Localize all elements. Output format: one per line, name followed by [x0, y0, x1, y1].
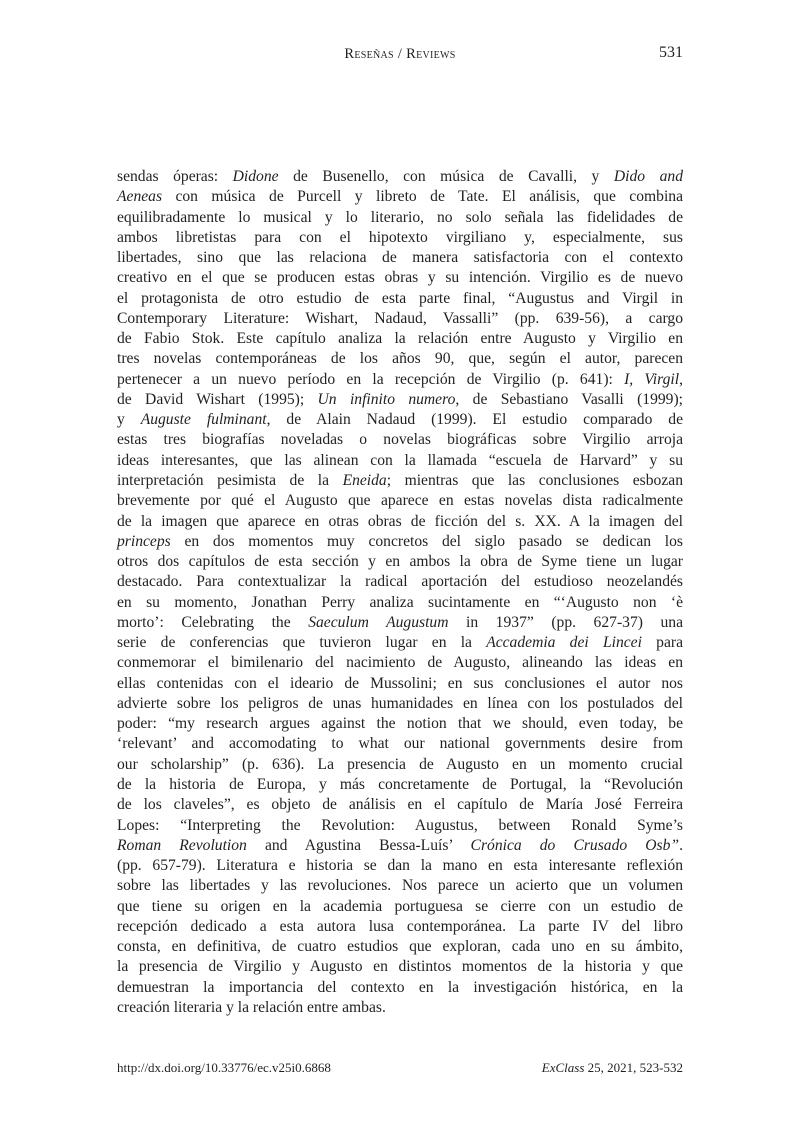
text-segment: , de Sebastiano Vasalli (1999); — [455, 390, 683, 408]
text-segment: interpretación pesimista de la — [117, 471, 343, 489]
text-line — [117, 856, 683, 876]
page-footer — [117, 1060, 683, 1080]
text-segment: estas tres biografías noveladas o novelas biográficas sobre Virgilio arroja — [117, 431, 683, 449]
running-header — [0, 44, 800, 68]
text-segment: de los claveles”, es objeto de análisis en el capítulo de María José Ferreira — [117, 796, 683, 814]
text-line — [117, 410, 683, 430]
text-line — [117, 795, 683, 815]
italic-title: Auguste fulminant — [140, 411, 267, 429]
text-line — [117, 917, 683, 937]
text-segment: tres novelas contemporáneas de los años 90, que, según el autor, parecen — [117, 350, 683, 368]
italic-title: I, Virgil — [624, 370, 680, 388]
text-line — [117, 593, 683, 613]
italic-title: Crónica do Crusado Osb” — [470, 836, 680, 854]
text-line — [117, 167, 683, 187]
italic-title: Didone — [232, 168, 279, 185]
text-line — [117, 633, 683, 653]
text-segment: advierte sobre los peligros de unas humanidades en línea con los postulados del — [117, 694, 683, 712]
text-line — [117, 978, 683, 998]
italic-title: Aeneas — [117, 188, 163, 206]
italic-title: Eneida — [342, 471, 387, 489]
text-line — [117, 775, 683, 795]
text-line — [117, 674, 683, 694]
text-segment: de la imagen que aparece en otras obras de ficción del s. XX. A la imagen del — [117, 512, 683, 530]
text-segment: ellas contenidas con el ideario de Mussolini; en sus conclusiones el autor nos — [117, 674, 683, 692]
text-line — [117, 714, 683, 734]
text-line — [117, 451, 683, 471]
text-line — [117, 390, 683, 410]
text-segment: serie de conferencias que tuvieron lugar en la — [117, 634, 487, 652]
journal-name: ExClass — [541, 1060, 585, 1075]
review-body-text — [117, 167, 683, 1018]
text-segment: poder: “my research argues against the notion that we should, even today, be — [117, 715, 683, 733]
text-line — [117, 512, 683, 532]
text-line — [117, 268, 683, 288]
text-segment: de David Wishart (1995); — [117, 390, 318, 408]
text-segment: creativo en el que se producen estas obras y su intención. Virgilio es de nuevo — [117, 269, 683, 287]
text-segment: con música de Purcell y libreto de Tate. El análisis, que combina — [162, 188, 683, 206]
text-segment: en dos momentos muy concretos del siglo pasado se dedican los — [170, 532, 683, 550]
text-segment: creación literaria y la relación entre ambas. — [117, 998, 386, 1016]
italic-title: Un infinito numero — [317, 390, 456, 408]
text-line — [117, 816, 683, 836]
text-line — [117, 653, 683, 673]
text-segment: (pp. 657-79). Literatura e historia se dan la mano en esta interesante reflexión — [117, 857, 683, 875]
text-line — [117, 572, 683, 592]
text-segment: our scholarship” (p. 636). La presencia de Augusto en un momento crucial — [117, 755, 683, 773]
italic-title: Roman Revolution — [117, 836, 247, 854]
text-segment: ; mientras que las conclusiones esbozan — [386, 471, 683, 489]
text-line — [117, 208, 683, 228]
text-segment: sendas óperas: — [117, 168, 233, 185]
text-line — [117, 836, 683, 856]
text-segment: , de Alain Nadaud (1999). El estudio comparado de — [266, 411, 683, 429]
text-line — [117, 349, 683, 369]
text-line — [117, 755, 683, 775]
text-line — [117, 309, 683, 329]
text-segment: ambos libretistas para con el hipotexto virgiliano y, especialmente, sus — [117, 228, 683, 246]
text-segment: demuestran la importancia del contexto en la investigación histórica, en la — [117, 978, 683, 996]
text-segment: Contemporary Literature: Wishart, Nadaud, Vassalli” (pp. 639-56), a cargo — [117, 309, 683, 327]
text-segment: pertenecer a un nuevo período en la recepción de Virgilio (p. 641): — [117, 370, 625, 388]
text-segment: de la historia de Europa, y más concretamente de Portugal, la “Revolución — [117, 775, 683, 793]
text-segment: la presencia de Virgilio y Augusto en distintos momentos de la historia y que — [117, 958, 683, 976]
text-segment: otros dos capítulos de esta sección y en ambos la obra de Syme tiene un lugar — [117, 553, 683, 571]
text-line — [117, 430, 683, 450]
page-number: 531 — [659, 44, 683, 61]
text-segment: ideas interesantes, que las alinean con la llamada “escuela de Harvard” y su — [117, 451, 683, 469]
text-line — [117, 228, 683, 248]
text-segment: and Agustina Bessa-Luís’ — [246, 836, 471, 854]
text-line — [117, 998, 683, 1018]
text-segment: Lopes: “Interpreting the Revolution: Augustus, between Ronald Syme’s — [117, 816, 683, 834]
text-segment: consta, en definitiva, de cuatro estudios que exploran, cada uno en su ámbito, — [117, 938, 683, 956]
text-segment: que tiene su origen en la academia portuguesa se cierre con un estudio de — [117, 897, 683, 915]
text-segment: equilibradamente lo musical y lo literario, no solo señala las fidelidades de — [117, 208, 683, 226]
text-segment: sobre las libertades y las revoluciones. Nos parece un acierto que un volumen — [117, 877, 683, 895]
italic-title: princeps — [117, 532, 171, 550]
text-segment: recepción dedicado a esta autora lusa contemporánea. La parte IV del libro — [117, 917, 683, 935]
text-line — [117, 370, 683, 390]
text-segment: para — [641, 634, 683, 652]
text-segment: , — [679, 370, 683, 388]
text-segment: en su momento, Jonathan Perry analiza sucintamente en “‘Augusto non ‘è — [117, 593, 683, 611]
text-line — [117, 734, 683, 754]
text-line — [117, 491, 683, 511]
text-segment: brevemente por qué el Augusto que aparece en estas novelas dista radicalmente — [117, 492, 683, 510]
text-line — [117, 248, 683, 268]
text-segment: morto’: Celebrating the — [117, 613, 309, 631]
text-line — [117, 937, 683, 957]
text-segment: y — [117, 411, 141, 429]
text-line — [117, 471, 683, 491]
section-title: Reseñas / Reviews — [344, 46, 456, 62]
text-segment: in 1937” (pp. 627-37) una — [448, 613, 683, 631]
italic-title: Saeculum Augustum — [308, 613, 449, 631]
text-segment: de Busenello, con música de Cavalli, y — [278, 168, 614, 185]
citation-details: 25, 2021, 523-532 — [584, 1060, 683, 1075]
text-line — [117, 329, 683, 349]
text-line — [117, 289, 683, 309]
text-line — [117, 552, 683, 572]
text-segment: el protagonista de otro estudio de esta parte final, “Augustus and Virgil in — [117, 289, 683, 307]
text-line — [117, 187, 683, 207]
doi-link[interactable]: http://dx.doi.org/10.33776/ec.v25i0.6868 — [117, 1060, 331, 1075]
text-line — [117, 613, 683, 633]
text-line — [117, 694, 683, 714]
text-line — [117, 957, 683, 977]
journal-citation — [542, 1060, 683, 1076]
text-line — [117, 532, 683, 552]
text-line — [117, 876, 683, 896]
text-segment: de Fabio Stok. Este capítulo analiza la relación entre Augusto y Virgilio en — [117, 330, 683, 348]
text-segment: destacado. Para contextualizar la radical aportación del estudioso neozelandés — [117, 573, 683, 591]
text-segment: ‘relevant’ and accomodating to what our national governments desire from — [117, 735, 683, 753]
text-line — [117, 897, 683, 917]
text-segment: conmemorar el bimilenario del nacimiento de Augusto, alineando las ideas en — [117, 654, 683, 672]
italic-title: Dido and — [613, 168, 683, 185]
text-segment: . — [679, 836, 683, 854]
italic-title: Accademia dei Lincei — [486, 634, 642, 652]
text-segment: libertades, sino que las relaciona de manera satisfactoria con el contexto — [117, 249, 683, 267]
